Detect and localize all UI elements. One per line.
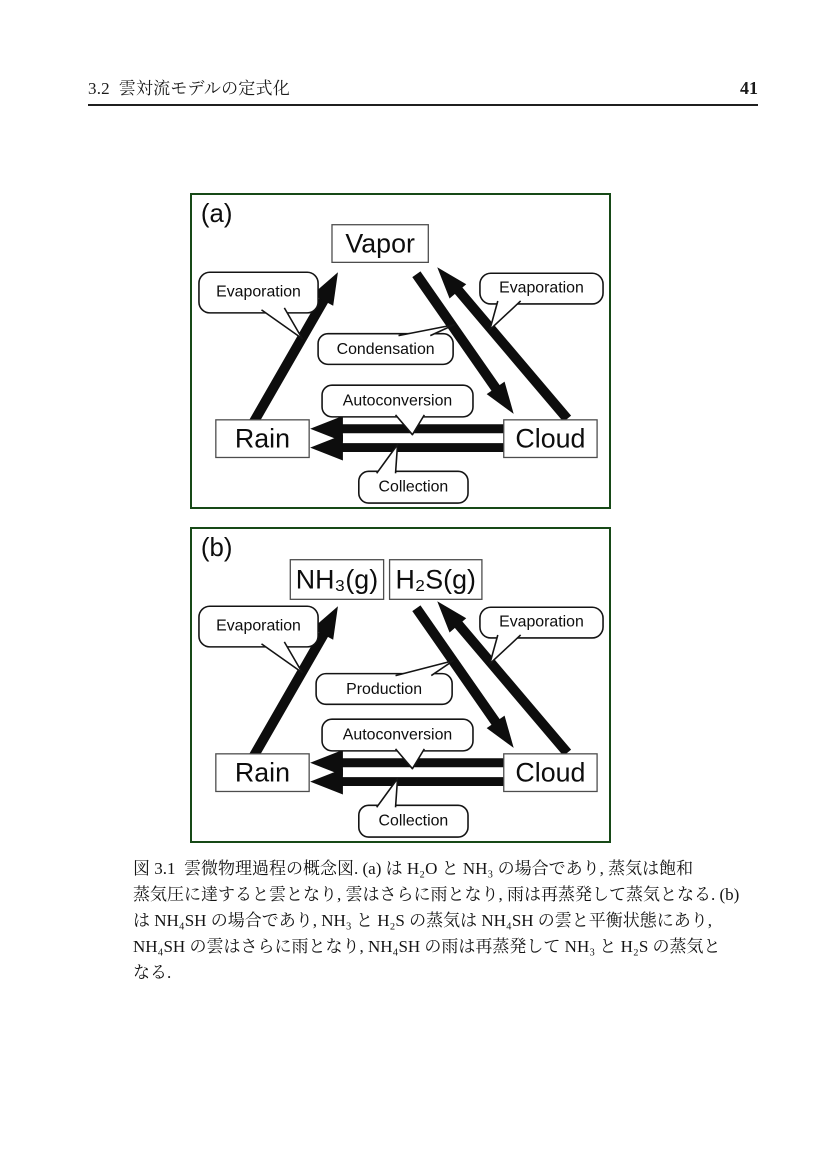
caption-line: 蒸気圧に達すると雲となり, 雲はさらに雨となり, 雨は再蒸発して蒸気となる. (b) [133, 885, 740, 904]
rain-node [216, 754, 309, 792]
evaporation-left-label: Evaporation [216, 617, 301, 635]
rain-label: Rain [234, 423, 291, 454]
autoconversion-label: Autoconversion [342, 726, 453, 744]
evaporation-left-label: Evaporation [216, 283, 301, 301]
collection-callout [359, 445, 468, 503]
running-header [88, 74, 758, 106]
hydrogen-sulfide-gas-label: H₂S(g) [395, 564, 476, 595]
caption-line: は NH₄SH の場合であり, NH₃ と H₂S の蒸気は NH₄SH の雲と平衡状態にあり, [133, 911, 713, 930]
evaporation-callout-right [480, 607, 603, 663]
collection-label: Collection [378, 478, 449, 496]
hydrogen-sulfide-gas-node [390, 560, 482, 600]
production-callout [316, 661, 453, 705]
panel-b-diagram [192, 529, 609, 841]
caption-line: なる. [133, 963, 172, 982]
evaporation-callout-right [480, 273, 603, 329]
collection-callout [359, 779, 468, 837]
evaporation-right-label: Evaporation [499, 613, 584, 631]
panel-a-letter: (a) [200, 199, 233, 228]
ammonia-gas-node [290, 560, 383, 600]
autoconversion-label: Autoconversion [342, 392, 453, 410]
vapor-node [332, 225, 428, 263]
caption-line: NH₄SH の雲はさらに雨となり, NH₄SH の雨は再蒸発して NH₃ と H₂S の蒸気と [133, 937, 721, 956]
figure-caption [133, 856, 740, 986]
figure-panel-b [190, 527, 611, 843]
rain-node [216, 420, 309, 458]
section-heading: 3.2 雲対流モデルの定式化 [88, 79, 290, 98]
cloud-node [504, 420, 597, 458]
collection-arrow [310, 435, 512, 461]
ammonia-gas-label: NH₃(g) [295, 564, 379, 595]
vapor-label: Vapor [345, 228, 415, 259]
rain-label: Rain [234, 757, 291, 788]
panel-b-letter: (b) [200, 533, 233, 562]
condensation-label: Condensation [336, 341, 435, 359]
evaporation-callout-left [199, 272, 318, 338]
page-number: 41 [740, 78, 758, 98]
cloud-label: Cloud [515, 423, 586, 454]
cloud-label: Cloud [515, 757, 586, 788]
caption-line: 図 3.1 雲微物理過程の概念図. (a) は H₂O と NH₃ の場合であり, 蒸気は飽和 [133, 859, 694, 878]
collection-label: Collection [378, 812, 449, 830]
collection-arrow [310, 769, 512, 795]
panel-a-diagram [192, 195, 609, 507]
evaporation-callout-left [199, 606, 318, 672]
figure-panel-a [190, 193, 611, 509]
evaporation-right-label: Evaporation [499, 279, 584, 297]
production-label: Production [346, 680, 423, 698]
cloud-node [504, 754, 597, 792]
condensation-callout [318, 325, 454, 365]
